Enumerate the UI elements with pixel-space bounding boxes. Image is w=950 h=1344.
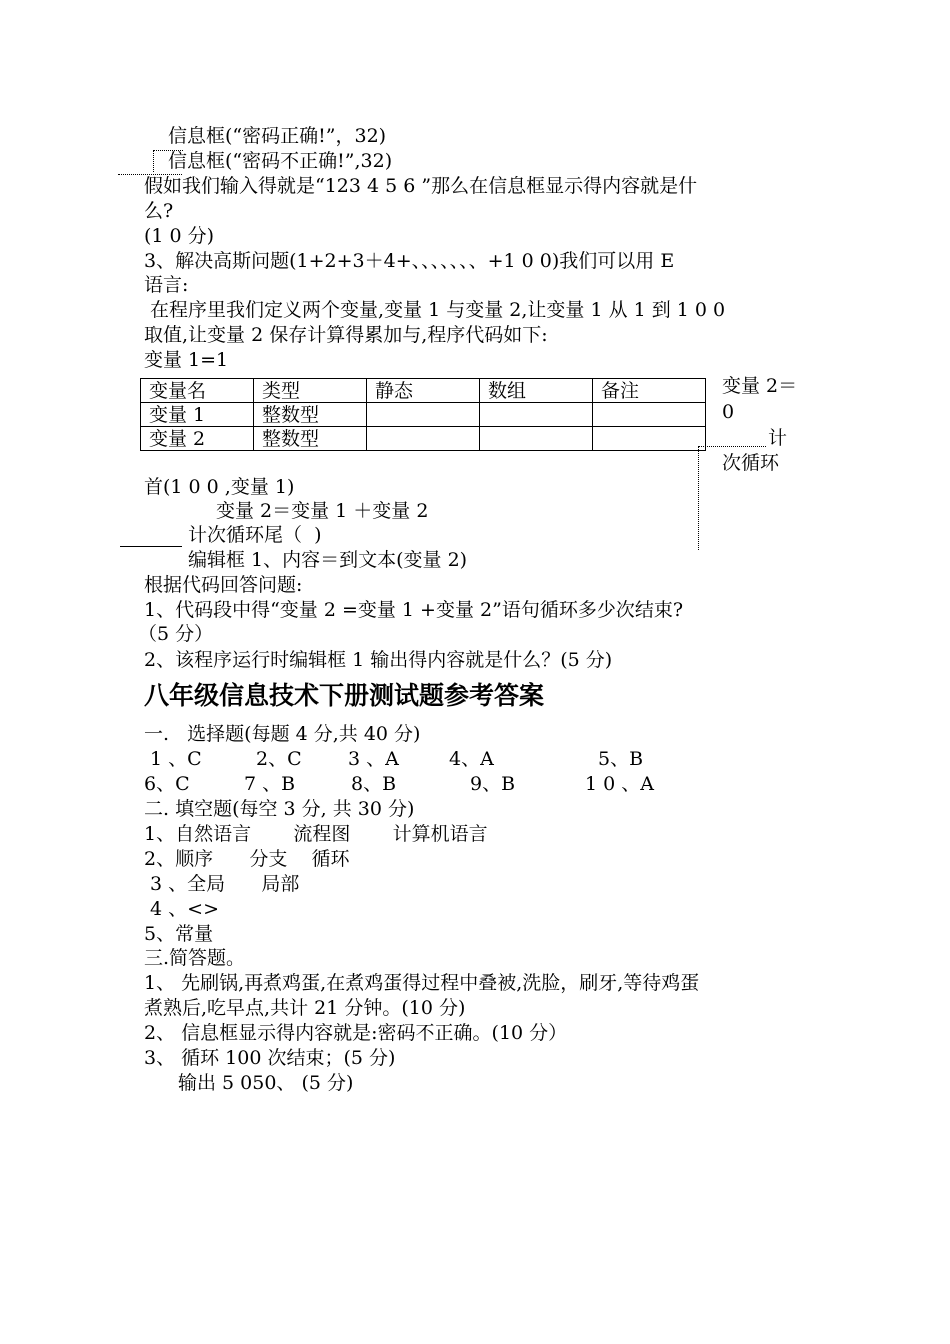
q3-description: 在程序里我们定义两个变量,变量 1 与变量 2,让变量 1 从 1 到 1 0 0 [144, 299, 726, 321]
short-answer: 2、 信息框显示得内容就是:密码不正确。(10 分） [144, 1022, 568, 1044]
table-header-row [141, 379, 706, 403]
code-line-correct: 信息框(“密码正确!”，32) [168, 125, 387, 147]
question-line: 假如我们输入得就是“123 4 5 6 ”那么在信息框显示得内容就是什 [144, 175, 698, 197]
choice-answer: 6、C [144, 773, 190, 795]
code-loop-body: 变量 2＝变量 1 ＋变量 2 [216, 500, 429, 522]
table-cell [367, 427, 480, 451]
fill-answer: 2、顺序 分支 循环 [144, 848, 350, 870]
table-cell [480, 427, 593, 451]
section-title: 三.简答题。 [144, 947, 246, 969]
choice-answer: 1 0 、A [585, 773, 654, 795]
table-cell [593, 427, 706, 451]
side-code-text: 计 [768, 427, 788, 449]
table-cell [367, 403, 480, 427]
q3-sub-question: 2、该程序运行时编辑框 1 输出得内容就是什么？(5 分) [144, 649, 613, 671]
section-title: 二. 填空题(每空 3 分, 共 30 分) [144, 798, 415, 820]
table-header: 类型 [254, 379, 367, 403]
short-answer: 输出 5 050、 (5 分) [178, 1072, 354, 1094]
q3-title: 语言: [144, 274, 189, 296]
fill-answer: 5、常量 [144, 923, 214, 945]
table-cell: 整数型 [254, 427, 367, 451]
question-line: 么? [144, 200, 174, 222]
side-code-text: 次循环 [722, 452, 780, 474]
code-line-incorrect: 信息框(“密码不正确!”,32) [168, 150, 393, 172]
q3-title: 3、解决高斯问题(1+2+3＋4+、、、、、、、+1 0 0)我们可以用 E [144, 250, 675, 272]
code-loop-tail: 计次循环尾（ ) [188, 524, 322, 546]
q3-sub-question: 1、代码段中得“变量 2 =变量 1 +变量 2”语句循环多少次结束? [144, 599, 684, 621]
table-cell [593, 403, 706, 427]
choice-answer: 2、C [256, 748, 302, 770]
choice-answer: 7 、B [244, 773, 296, 795]
choice-answer: 8、B [351, 773, 397, 795]
q3-sub-score: （5 分） [138, 623, 214, 645]
q3-prompt: 根据代码回答问题: [144, 574, 303, 596]
choice-answer: 3 、A [348, 748, 399, 770]
fill-answer: 3 、全局 局部 [144, 873, 300, 895]
table-header: 变量名 [141, 379, 254, 403]
fill-answer: 1、自然语言 流程图 计算机语言 [144, 823, 488, 845]
code-loop-head: 首(1 0 0 ,变量 1) [144, 476, 295, 498]
choice-answer: 5、B [598, 748, 644, 770]
choice-answer: 9、B [470, 773, 516, 795]
code-assignment: 变量 1=1 [144, 349, 229, 371]
choice-answer: 4、A [449, 748, 494, 770]
fill-answer: 4 、<> [144, 898, 220, 920]
table-row [141, 427, 706, 451]
flow-line [120, 546, 182, 547]
side-code-text: 变量 2＝ [722, 375, 798, 397]
table-cell: 变量 2 [141, 427, 254, 451]
short-answer: 1、 先刷锅,再煮鸡蛋,在煮鸡蛋得过程中叠被,洗脸，刷牙,等待鸡蛋 [144, 972, 700, 994]
flow-line [698, 446, 766, 447]
short-answer: 煮熟后,吃早点,共计 21 分钟。(10 分) [144, 997, 466, 1019]
flow-line [153, 150, 183, 151]
table-cell [480, 403, 593, 427]
code-output: 编辑框 1、内容＝到文本(变量 2) [188, 549, 468, 571]
table-cell: 变量 1 [141, 403, 254, 427]
table-cell: 整数型 [254, 403, 367, 427]
table-header: 数组 [480, 379, 593, 403]
table-header: 静态 [367, 379, 480, 403]
table-header: 备注 [593, 379, 706, 403]
flow-line [153, 150, 154, 172]
table-row [141, 403, 706, 427]
question-score: (1 0 分) [144, 225, 215, 247]
short-answer: 3、 循环 100 次结束；(5 分) [144, 1047, 396, 1069]
choice-answer: 1 、C [144, 748, 202, 770]
variable-table [140, 378, 706, 451]
flow-line [698, 446, 699, 550]
q3-description: 取值,让变量 2 保存计算得累加与,程序代码如下: [144, 324, 548, 346]
section-title: 一. 选择题(每题 4 分,共 40 分) [144, 723, 421, 745]
side-code-text: 0 [722, 401, 735, 423]
answers-heading: 八年级信息技术下册测试题参考答案 [144, 681, 545, 710]
